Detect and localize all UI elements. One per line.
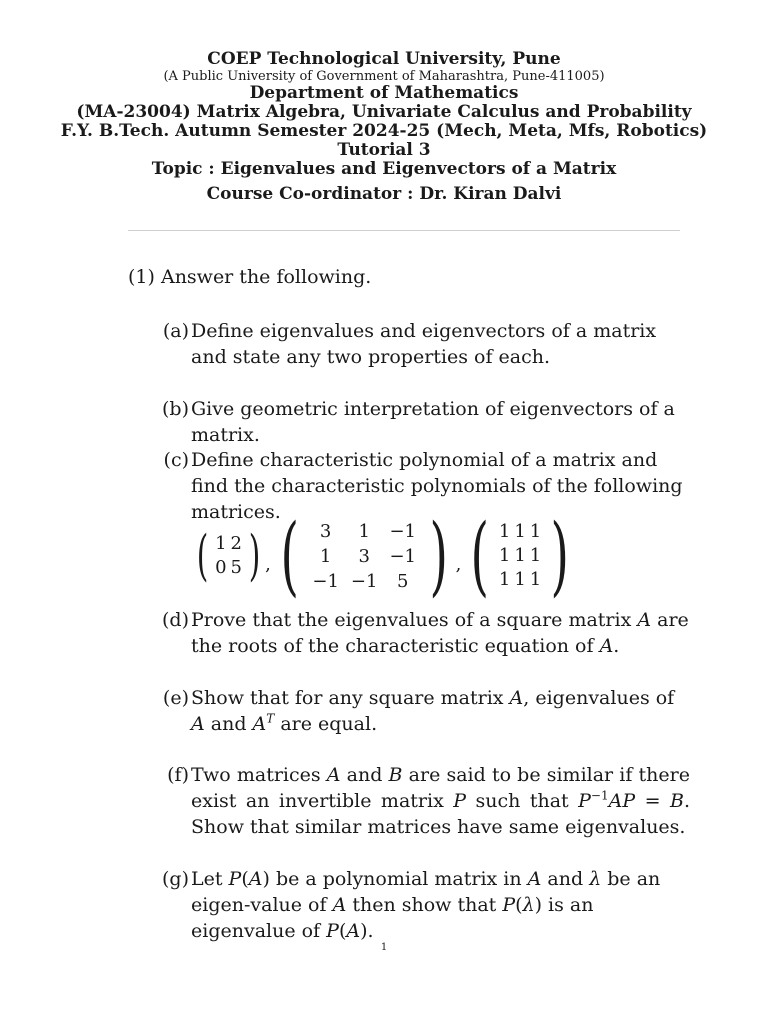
text-run: , eigenvalues of xyxy=(523,687,675,709)
matrix-list xyxy=(192,506,577,606)
course-title: (MA-23004) Matrix Algebra, Univariate Calculus and Probability xyxy=(76,102,692,122)
left-paren: ( xyxy=(470,506,490,606)
math-var: P xyxy=(228,868,242,890)
math-var: λ xyxy=(589,868,602,890)
matrix-cell: 1 xyxy=(529,521,542,542)
math-var: A xyxy=(509,687,524,709)
text-run: are the roots of the characteristic equation of xyxy=(191,609,689,657)
matrix-cell: 1 xyxy=(529,545,542,566)
university-note: (A Public University of Government of Maharashtra, Pune-411005) xyxy=(163,69,605,84)
part-label: (d) xyxy=(162,609,189,631)
matrix-cell: −1 xyxy=(389,520,416,542)
part-text: Define characteristic polynomial of a matrix and find the characteristic polynomials of the following matrices. xyxy=(191,449,683,523)
matrix-cell: −1 xyxy=(312,570,339,592)
question-heading xyxy=(128,266,371,288)
matrix-grid xyxy=(213,532,244,580)
part-text xyxy=(191,762,690,840)
text-run: and xyxy=(541,868,590,890)
matrix-cell: 2 xyxy=(230,533,242,554)
math-var: A xyxy=(191,713,205,735)
matrix-cell: −1 xyxy=(350,570,378,592)
text-run: . Show that similar matrices have same eigenvalues. xyxy=(191,790,690,838)
text-run: ( xyxy=(338,920,347,942)
matrix-cell: 0 xyxy=(215,557,227,578)
matrix-cell: 1 xyxy=(498,569,511,590)
math-var: P xyxy=(326,920,339,942)
part-e xyxy=(155,685,690,737)
matrix-cell: 1 xyxy=(498,521,511,542)
math-var: AP xyxy=(608,790,636,812)
part-label: (a) xyxy=(162,320,189,342)
part-text xyxy=(191,607,690,659)
text-run: ) be a polynomial matrix in xyxy=(262,868,528,890)
text-run: Two matrices xyxy=(191,764,327,786)
right-paren: ) xyxy=(429,506,449,606)
left-paren: ( xyxy=(280,506,299,606)
math-var: B xyxy=(669,790,684,812)
math-var: P xyxy=(502,894,516,916)
math-var: A xyxy=(527,868,542,890)
matrix-grid xyxy=(497,520,543,592)
part-text xyxy=(191,866,690,944)
text-run: such that xyxy=(466,790,579,812)
text-run: = xyxy=(635,790,670,812)
part-f xyxy=(155,762,690,840)
text-run: Let xyxy=(191,868,229,890)
right-paren: ) xyxy=(248,524,261,587)
part-c xyxy=(155,447,690,525)
question-number: (1) xyxy=(128,266,155,288)
matrix-cell: 1 xyxy=(529,569,542,590)
part-label: (c) xyxy=(163,449,189,471)
math-var: B xyxy=(388,764,403,786)
department-name: Department of Mathematics xyxy=(249,83,519,103)
math-var: P xyxy=(578,790,591,812)
matrix-cell: 1 xyxy=(498,545,511,566)
part-label: (g) xyxy=(162,868,189,890)
part-label: (b) xyxy=(162,398,189,420)
part-a xyxy=(155,318,690,370)
matrix-separator: , xyxy=(265,554,271,575)
matrix-cell: 5 xyxy=(397,570,409,592)
matrix-cell: 1 xyxy=(215,533,227,554)
text-run: then show that xyxy=(346,894,503,916)
matrix-separator: , xyxy=(455,554,462,575)
math-var: A xyxy=(326,764,341,786)
text-run: Prove that the eigenvalues of a square matrix xyxy=(191,609,638,631)
math-var: A xyxy=(332,894,347,916)
part-text: Give geometric interpretation of eigenvectors of a matrix. xyxy=(191,398,675,446)
part-b xyxy=(155,396,690,448)
matrix-cell: 3 xyxy=(358,545,370,567)
part-text: Define eigenvalues and eigenvectors of a matrix and state any two properties of each. xyxy=(191,320,657,368)
university-name: COEP Technological University, Pune xyxy=(207,49,561,69)
math-var: A xyxy=(252,713,267,735)
text-run: ( xyxy=(515,894,523,916)
math-var: A xyxy=(637,609,652,631)
math-superscript: −1 xyxy=(590,788,609,803)
tutorial-number: Tutorial 3 xyxy=(337,140,431,160)
math-var: A xyxy=(346,920,361,942)
matrix-3x3-a xyxy=(273,506,456,606)
math-var: A xyxy=(599,635,614,657)
right-paren: ) xyxy=(550,506,570,606)
text-run: ). xyxy=(360,920,374,942)
document-header xyxy=(0,50,768,204)
matrix-cell: 1 xyxy=(319,545,332,567)
part-label: (f) xyxy=(167,764,189,786)
matrix-cell: 1 xyxy=(514,569,526,590)
matrix-3x3-b xyxy=(463,506,576,606)
matrix-cell: 5 xyxy=(230,557,242,578)
text-run: ( xyxy=(241,868,249,890)
page-number: 1 xyxy=(380,942,388,953)
matrix-cell: 1 xyxy=(514,521,526,542)
math-var: λ xyxy=(522,894,535,916)
text-run: and xyxy=(204,713,253,735)
part-label: (e) xyxy=(162,687,189,709)
matrix-cell: 1 xyxy=(514,545,526,566)
text-run: . xyxy=(613,635,620,657)
part-d xyxy=(155,607,690,659)
text-run: ) is an eigenvalue of xyxy=(191,894,594,942)
header-divider xyxy=(128,230,680,231)
text-run: are said to be similar if there exist an invertible matrix xyxy=(191,764,690,812)
question-title: Answer the following. xyxy=(160,266,372,288)
text-run: Show that for any square matrix xyxy=(191,687,510,709)
part-g xyxy=(155,866,690,944)
part-text xyxy=(191,685,690,737)
left-paren: ( xyxy=(196,524,209,587)
topic-line: Topic : Eigenvalues and Eigenvectors of a Matrix xyxy=(151,159,617,179)
text-run: are equal. xyxy=(274,713,378,735)
matrix-cell: 1 xyxy=(358,520,370,542)
matrix-cell: −1 xyxy=(389,545,416,567)
semester-line: F.Y. B.Tech. Autumn Semester 2024-25 (Mech, Meta, Mfs, Robotics) xyxy=(60,121,708,141)
text-run: be an eigen-value of xyxy=(191,868,661,916)
coordinator-line: Course Co-ordinator : Dr. Kiran Dalvi xyxy=(206,184,562,204)
math-var: A xyxy=(248,868,263,890)
math-superscript: T xyxy=(266,711,275,726)
matrix-cell: 3 xyxy=(319,520,332,542)
text-run: and xyxy=(340,764,389,786)
matrix-grid xyxy=(306,519,422,594)
matrix-2x2 xyxy=(192,524,265,587)
math-var: P xyxy=(453,790,467,812)
